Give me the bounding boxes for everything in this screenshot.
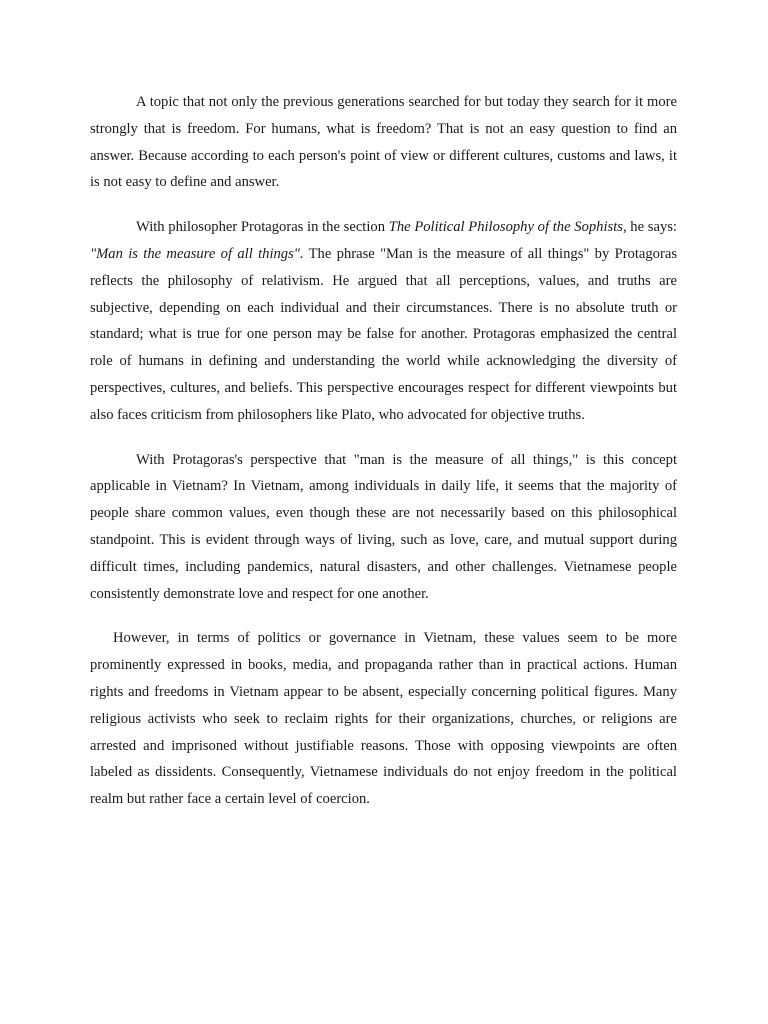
document-page — [90, 89, 677, 831]
book-title: The Political Philosophy of the Sophists — [388, 219, 623, 236]
paragraph-3: With Protagoras's perspective that "man is the measure of all things," is this concept applicable in Vietnam? In Vietnam, among individuals in daily life, it seems that the majority of people share common values, even though these are not necessarily based on this philosophical standpoint. This is evident through ways of living, such as love, care, and mutual support during difficult times, including pandemics, natural disasters, and other challenges. Vietnamese people consistently demonstrate love and respect for one another. — [90, 451, 677, 602]
paragraph-1: A topic that not only the previous generations searched for but today they search for it more strongly that is freedom. For humans, what is freedom? That is not an easy question to find an answer. Because according to each person's point of view or different cultures, customs and laws, it is not easy to define and answer. — [90, 94, 677, 191]
paragraph-2 — [90, 214, 677, 428]
paragraph-2-text-b: , he says: — [622, 219, 677, 236]
paragraph-2-text-c: The phrase "Man is the measure of all things" by Protagoras reflects the philosophy of relativism. He argued that all perceptions, values, and truths are subjective, depending on each individual and their circumstances. There is no absolute truth or standard; what is true for one person may be false for another. Protagoras emphasized the central role of humans in defining and understanding the world while acknowledging the diversity of perspectives, cultures, and beliefs. This perspective encourages respect for different viewpoints but also faces criticism from philosophers like Plato, who advocated for objective truths. — [90, 245, 677, 423]
quote: "Man is the measure of all things". — [90, 245, 304, 262]
paragraph-2-text-a: With philosopher Protagoras in the section — [136, 219, 389, 236]
paragraph-4: However, in terms of politics or governance in Vietnam, these values seem to be more prominently expressed in books, media, and propaganda rather than in practical actions. Human rights and freedoms in Vietnam appear to be absent, especially concerning political figures. Many religious activists who seek to reclaim rights for their organizations, churches, or religions are arrested and imprisoned without justifiable reasons. Those with opposing viewpoints are often labeled as dissidents. Consequently, Vietnamese individuals do not enjoy freedom in the political realm but rather face a certain level of coercion. — [90, 630, 677, 808]
